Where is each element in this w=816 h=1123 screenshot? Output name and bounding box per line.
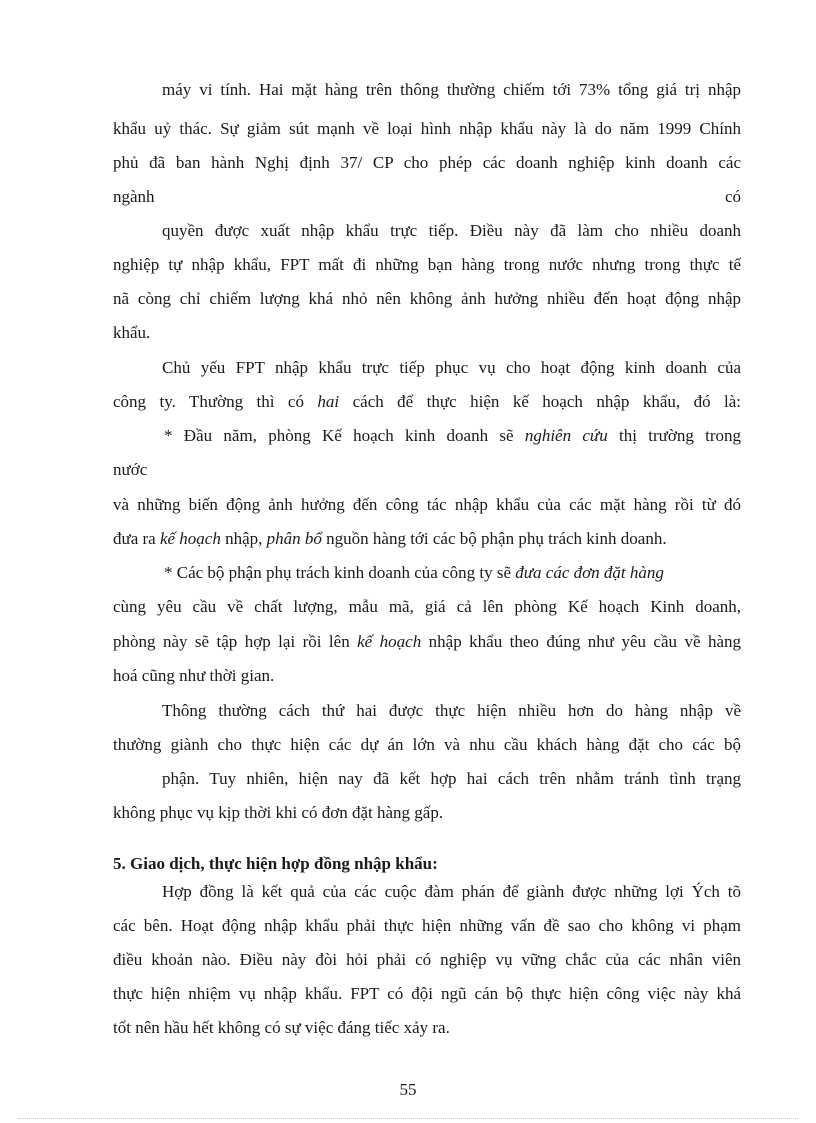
- text-line: [113, 630, 741, 654]
- text-line: quyền được xuất nhập khẩu trực tiếp. Điều này đã làm cho nhiều doanh: [162, 221, 741, 240]
- text-line: Chủ yếu FPT nhập khẩu trực tiếp phục vụ cho hoạt động kinh doanh của: [162, 358, 741, 377]
- text-line: tốt nên hầu hết không có sự việc đáng tiếc xảy ra.: [113, 1018, 450, 1037]
- text-line: cùng yêu cầu về chất lượng, mẫu mã, giá cả lên phòng Kế hoạch Kinh doanh,: [113, 597, 741, 616]
- text-line: [113, 527, 741, 551]
- text-line: [113, 390, 741, 414]
- word-right: có: [724, 187, 741, 206]
- text-span: nhập,: [220, 529, 267, 548]
- text-line: không phục vụ kịp thời khi có đơn đặt hàng gấp.: [113, 803, 444, 822]
- bullet-line: [164, 561, 741, 585]
- emphasis: kế hoạch: [159, 529, 221, 548]
- emphasis: nghiên cứu: [524, 426, 608, 445]
- emphasis: phân bổ: [266, 529, 322, 548]
- text-span: nhập khẩu theo đúng như yêu cầu về hàng: [421, 632, 741, 651]
- text-line: điều khoản nào. Điều này đòi hỏi phải có nghiệp vụ vững chắc của các nhân viên: [113, 950, 741, 969]
- text-line: phủ đã ban hành Nghị định 37/ CP cho phép các doanh nghiệp kinh doanh các: [113, 153, 741, 172]
- text-line: hoá cũng như thời gian.: [113, 666, 275, 685]
- text-line: phận. Tuy nhiên, hiện nay đã kết hợp hai cách trên nhằm tránh tình trạng: [162, 769, 741, 788]
- text-span: cách để thực hiện kế hoạch nhập khẩu, đó là:: [339, 392, 742, 411]
- emphasis: đưa các đơn đặt hàng: [515, 563, 664, 582]
- text-line: [113, 185, 741, 209]
- text-line: khẩu.: [113, 323, 151, 342]
- bottom-dotted-rule: [18, 1118, 798, 1119]
- text-line: nã còng chỉ chiếm lượng khá nhỏ nên không ảnh hưởng nhiều đến hoạt động nhập: [113, 289, 741, 308]
- text-span: * Đầu năm, phòng Kế hoạch kinh doanh sẽ: [164, 426, 525, 445]
- text-span: thị trường trong: [607, 426, 741, 445]
- emphasis: hai: [317, 392, 340, 411]
- text-span: đưa ra: [113, 529, 160, 548]
- text-line: và những biến động ảnh hưởng đến công tác nhập khẩu của các mặt hàng rồi từ đó: [113, 495, 741, 514]
- text-span: nguồn hàng tới các bộ phận phụ trách kinh doanh.: [321, 529, 667, 548]
- text-line: Thông thường cách thứ hai được thực hiện nhiều hơn do hàng nhập về: [162, 701, 741, 720]
- bullet-line: [164, 424, 741, 448]
- text-line: khẩu uỷ thác. Sự giảm sút mạnh về loại hình nhập khẩu này là do năm 1999 Chính: [113, 119, 741, 138]
- text-span: phòng này sẽ tập hợp lại rồi lên: [113, 632, 358, 651]
- emphasis: kế hoạch: [357, 632, 422, 651]
- text-span: công ty. Thường thì có: [113, 392, 318, 411]
- page-number: 55: [399, 1080, 417, 1099]
- text-line: các bên. Hoạt động nhập khẩu phải thực hiện những vấn đề sao cho không vi phạm: [113, 916, 741, 935]
- text-line: máy vi tính. Hai mặt hàng trên thông thường chiếm tới 73% tổng giá trị nhập: [162, 80, 741, 99]
- text-line: nghiệp tự nhập khẩu, FPT mất đi những bạn hàng trong nước nhưng trong thực tế: [113, 255, 741, 274]
- text-span: * Các bộ phận phụ trách kinh doanh của công ty sẽ: [164, 563, 516, 582]
- section-heading: 5. Giao dịch, thực hiện hợp đồng nhập khẩu:: [113, 854, 438, 873]
- text-line: nước: [113, 460, 148, 479]
- word-left: ngành: [113, 187, 155, 206]
- text-line: Hợp đồng là kết quả của các cuộc đàm phán để giành được những lợi Ých tõ: [162, 882, 741, 901]
- text-line: thường giành cho thực hiện các dự án lớn và nhu cầu khách hàng đặt cho các bộ: [113, 735, 741, 754]
- text-line: thực hiện nhiệm vụ nhập khẩu. FPT có đội ngũ cán bộ thực hiện công việc này khá: [113, 984, 741, 1003]
